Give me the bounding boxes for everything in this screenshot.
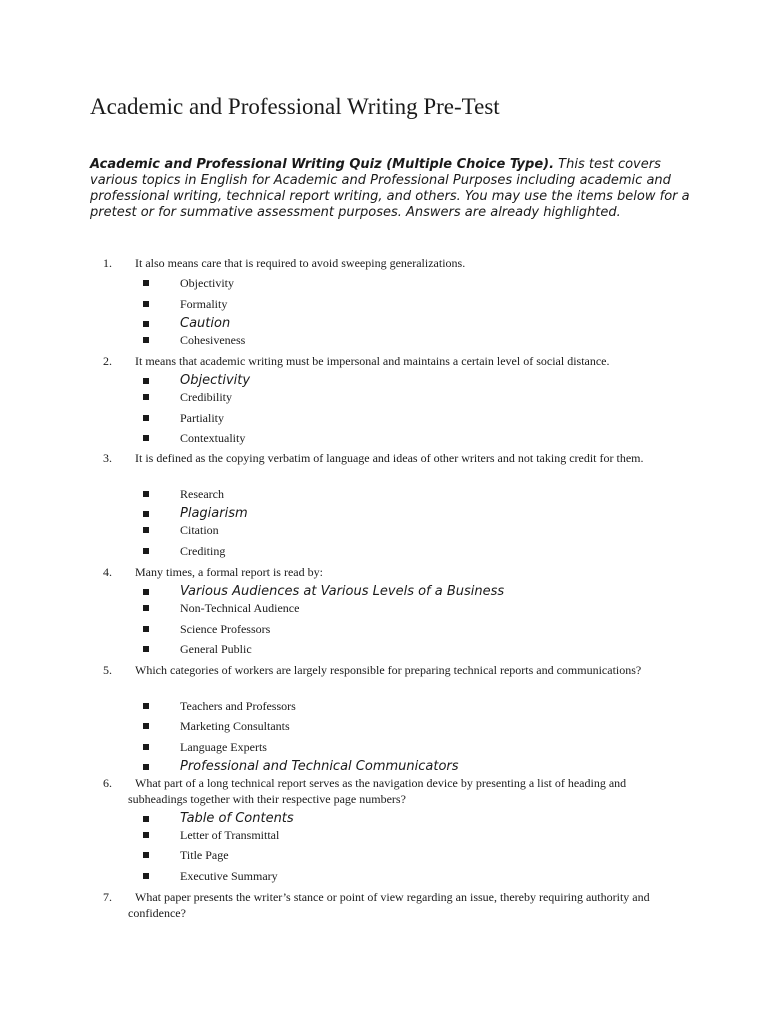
square-bullet-icon [143, 378, 149, 384]
option-text: Cohesiveness [180, 333, 246, 347]
option-text: Title Page [180, 848, 229, 862]
question-number: 5. [103, 663, 112, 677]
answer-option-text: Various Audiences at Various Levels of a Business [180, 584, 505, 599]
square-bullet-icon [143, 511, 149, 517]
question-text: Which categories of workers are largely responsible for preparing technical reports and communications? [135, 663, 642, 677]
option-text: Teachers and Professors [180, 699, 296, 713]
option-text: General Public [180, 642, 252, 656]
square-bullet-icon [143, 723, 149, 729]
square-bullet-icon [143, 703, 149, 709]
square-bullet-icon [143, 873, 149, 879]
option-text: Executive Summary [180, 869, 278, 883]
question-text: Many times, a formal report is read by: [135, 565, 323, 579]
square-bullet-icon [143, 337, 149, 343]
answer-option-text: Plagiarism [180, 506, 248, 521]
option-text: Language Experts [180, 740, 267, 754]
square-bullet-icon [143, 321, 149, 327]
square-bullet-icon [143, 280, 149, 286]
question-number: 3. [103, 451, 112, 465]
option-text: Formality [180, 297, 228, 311]
square-bullet-icon [143, 548, 149, 554]
question-text: It is defined as the copying verbatim of language and ideas of other writers and not taking credit for them. [135, 451, 644, 465]
square-bullet-icon [143, 852, 149, 858]
option-text: Science Professors [180, 622, 271, 636]
square-bullet-icon [143, 646, 149, 652]
option-text: Letter of Transmittal [180, 828, 280, 842]
square-bullet-icon [143, 832, 149, 838]
question-number: 6. [103, 776, 112, 790]
answer-option-text: Professional and Technical Communicators [180, 759, 459, 774]
question-number: 4. [103, 565, 112, 579]
option-text: Research [180, 487, 224, 501]
square-bullet-icon [143, 589, 149, 595]
question-number: 2. [103, 354, 112, 368]
option-text: Credibility [180, 390, 232, 404]
square-bullet-icon [143, 394, 149, 400]
option-text: Partiality [180, 411, 224, 425]
question-text: What part of a long technical report serves as the navigation device by presenting a list of heading and subheadings together with their respective page numbers? [128, 776, 627, 806]
square-bullet-icon [143, 527, 149, 533]
square-bullet-icon [143, 744, 149, 750]
option-text: Non-Technical Audience [180, 601, 300, 615]
square-bullet-icon [143, 491, 149, 497]
question-number: 7. [103, 890, 112, 904]
intro-body: This test covers various topics in English for Academic and Professional Purposes including academic and professional writing, technical report writing, and others. You may use the items below for a pretest or for summative assessment purposes. Answers are already highlighted. [90, 157, 690, 220]
question-text: It means that academic writing must be impersonal and maintains a certain level of social distance. [135, 354, 610, 368]
question-text: What paper presents the writer’s stance or point of view regarding an issue, thereby requiring authority and confidence? [128, 890, 650, 920]
square-bullet-icon [143, 764, 149, 770]
square-bullet-icon [143, 435, 149, 441]
answer-option-text: Caution [180, 316, 231, 331]
answer-option-text: Objectivity [180, 373, 251, 388]
option-text: Crediting [180, 544, 226, 558]
square-bullet-icon [143, 301, 149, 307]
square-bullet-icon [143, 816, 149, 822]
question-number: 1. [103, 256, 112, 270]
option-text: Marketing Consultants [180, 719, 290, 733]
question-text: It also means care that is required to avoid sweeping generalizations. [135, 256, 466, 270]
intro-lead: Academic and Professional Writing Quiz (Multiple Choice Type). [90, 157, 555, 172]
document-title: Academic and Professional Writing Pre-Test [90, 94, 500, 119]
option-text: Objectivity [180, 276, 234, 290]
option-text: Contextuality [180, 431, 246, 445]
square-bullet-icon [143, 626, 149, 632]
answer-option-text: Table of Contents [180, 811, 294, 826]
intro-paragraph [90, 157, 690, 221]
square-bullet-icon [143, 605, 149, 611]
square-bullet-icon [143, 415, 149, 421]
option-text: Citation [180, 523, 219, 537]
